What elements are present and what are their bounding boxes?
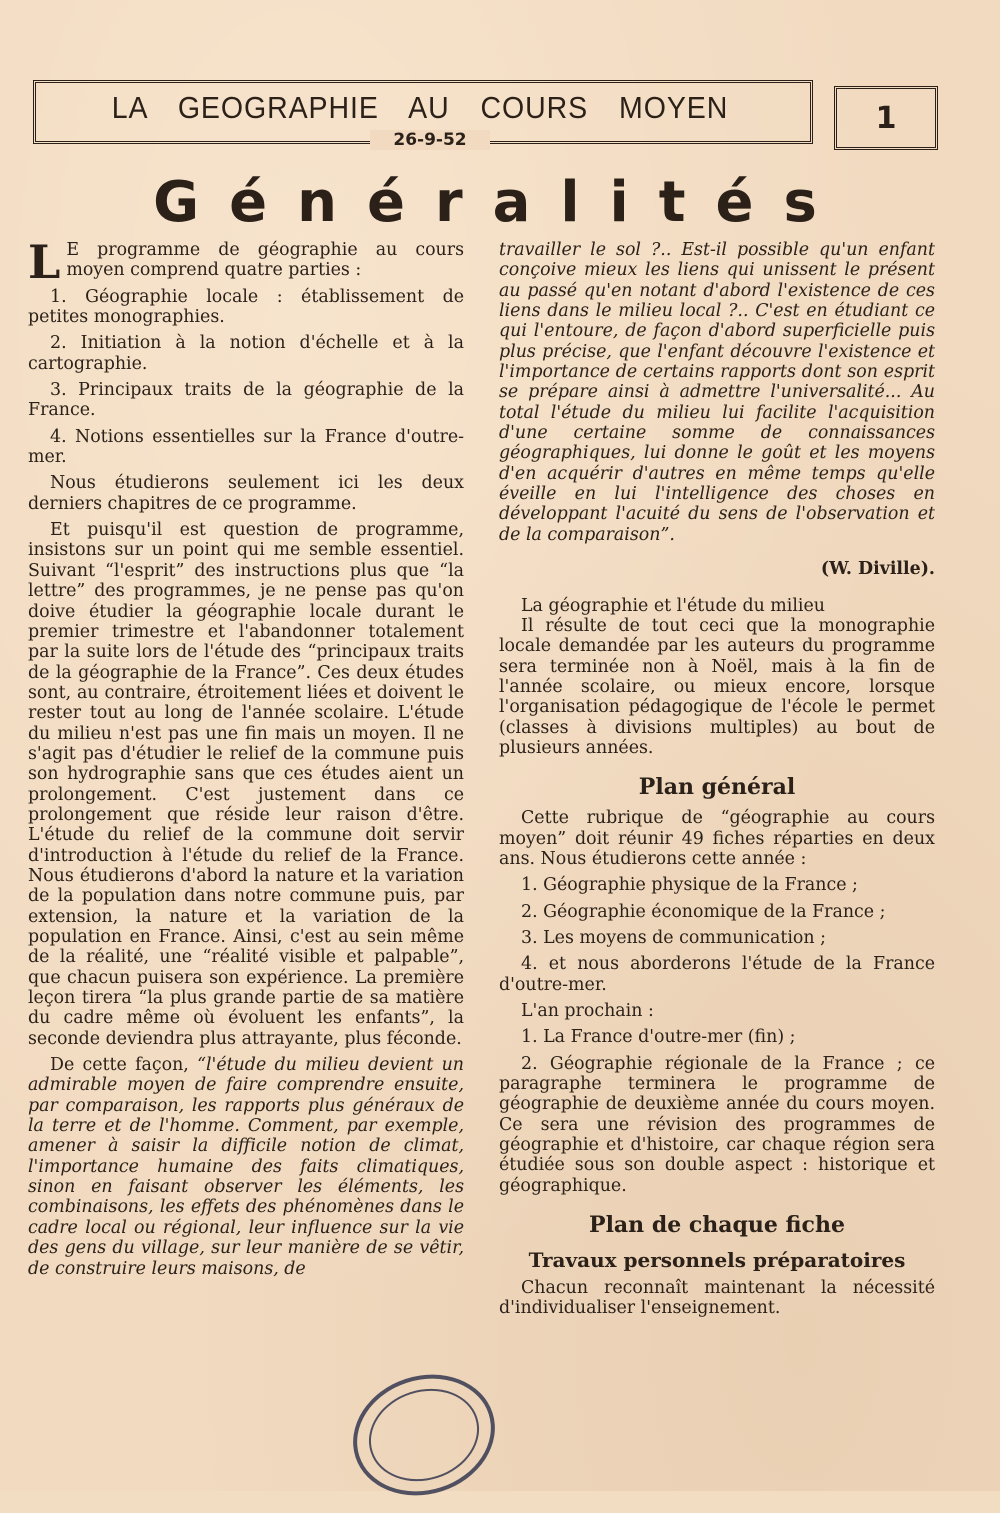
heading-plan-fiche: Plan de chaque fiche: [589, 1212, 845, 1239]
intro-paragraph: [28, 235, 464, 289]
section-subhead-milieu: La géographie et l'étude du milieu: [521, 595, 825, 616]
plan-item: 2. Géographie économique de la France ;: [521, 901, 886, 922]
main-title: Généralités: [153, 170, 847, 235]
next-year-label: L'an prochain :: [521, 1001, 654, 1021]
heading-travaux: Travaux personnels préparatoires: [528, 1248, 906, 1273]
plan-item: 1. Géographie physique de la France ;: [521, 875, 858, 896]
paragraph-chapters: Nous étudierons seulement ici les deux derniers chapitres de ce programme.: [28, 473, 464, 514]
paragraph-quote-start: [28, 1055, 464, 1279]
paragraph-milieu: Il résulte de tout ceci que la monographie locale demandée par les auteurs du programme sera terminée non à Noël, mais à la fin de l'année scolaire, ou mieux encore, lorsque l'organisation pédagogique de l'école le permet (classes à divisions multiples) au bout de plusieurs années.: [499, 615, 935, 758]
list-item: 1. Géographie locale : établissement de petites monographies.: [28, 286, 464, 328]
list-item: 3. Principaux traits de la géographie de la France.: [28, 380, 464, 421]
list-item: 2. Initiation à la notion d'échelle et à la cartographie.: [28, 333, 464, 374]
list-item: 4. Notions essentielles sur la France d'outre-mer.: [28, 426, 464, 468]
plan-item: 3. Les moyens de communication ;: [521, 927, 826, 948]
paragraph-final: Chacun reconnaît maintenant la nécessité d'individualiser l'enseignement.: [499, 1278, 935, 1319]
next-year-item: 2. Géographie régionale de la France ; ce paragraphe terminera le programme de géographie de deuxième année du cours moyen. Ce sera une révision des programmes de géographie et d'histoire, car chaque région sera étudiée sous son double aspect : historique et géographique.: [499, 1053, 935, 1196]
quote-text: “l'étude du milieu devient un admirable moyen de faire comprendre ensuite, par comparaison, les rapports plus généraux de la terre et de l'homme. Comment, par exemple, amener à saisir la difficile notion de climat, l'importance humaine des faits climatiques, sinon en faisant observer les éléments, les combinaisons, les effets des phénomènes dans le cadre local ou régional, leur influence sur la vie des gens du village, sur leur manière de se vêtir, de construire leurs maisons, de: [28, 1055, 464, 1279]
left-column: [28, 235, 464, 1285]
quote-signature: (W. Diville).: [820, 559, 935, 580]
quote-lead: De cette façon,: [50, 1055, 198, 1076]
intro-text: E programme de géographie au cours moyen comprend quatre parties :: [66, 240, 464, 281]
right-column: [499, 240, 935, 1325]
paragraph-programme: Et puisqu'il est question de programme, insistons sur un point qui me semble essentiel. Suivant “l'esprit” des instructions plus que “la lettre” des programmes, je ne pense pas qu'on doive étudier la géographie locale durant le premier trimestre et l'abandonner totalement par la suite lors de l'étude des “principaux traits de la géographie de la France”. Ces deux études sont, au contraire, étroitement liées et doivent le rester tout au long de l'année scolaire. L'étude du milieu n'est pas une fin mais un moyen. Il ne s'agit pas d'étudier le relief de la commune puis son hydrographie sans que ces études aient un prolongement. C'est justement dans ce prolongement que réside leur raison d'être. L'étude du relief de la commune doit servir d'introduction à l'étude du relief de la France. Nous étudierons d'abord la nature et la variation de la population dans notre commune puis, par extension, la nature et la variation de la population en France. Ainsi, c'est au sein même de la réalité, une “réalité visible et palpable”, que chacun puisera son expérience. La première leçon tirera “la plus grande partie de sa matière du cadre même où évoluent les enfants”, la seconde deviendra plus attrayante, plus féconde.: [28, 520, 464, 1049]
paragraph-plan-intro: Cette rubrique de “géographie au cours moyen” doit réunir 49 fiches réparties en deux ans. Nous étudierons cette année :: [499, 808, 935, 869]
header-date: 26-9-52: [370, 130, 490, 150]
heading-plan-general: Plan général: [638, 774, 796, 801]
quote-continued: travailler le sol ?.. Est-il possible qu'un enfant conçoive mieux les liens qui unissent le présent au passé qu'en notant d'abord l'existence de ces liens dans le milieu local ?.. C'est en étudiant ce qui l'entoure, de façon d'abord superficielle puis plus précise, que l'enfant découvre l'existence et l'importance de certains rapports dont son esprit se prépare ainsi à admettre l'universalité... Au total l'étude du milieu lui facilite l'acquisition d'une certaine somme de connaissances géographiques, lui donne le goût et les moyens d'en acquérir d'autres en même temps qu'elle éveille en lui l'intelligence des choses en développant l'acuité du sens de l'observation et de la comparaison”.: [499, 240, 935, 545]
next-year-item: 1. La France d'outre-mer (fin) ;: [521, 1027, 796, 1048]
plan-item: 4. et nous aborderons l'étude de la France d'outre-mer.: [499, 954, 935, 995]
sheet-number: 1: [834, 86, 938, 150]
drop-cap: L: [28, 235, 61, 289]
header-title: LA GEOGRAPHIE AU COURS MOYEN: [111, 90, 729, 125]
